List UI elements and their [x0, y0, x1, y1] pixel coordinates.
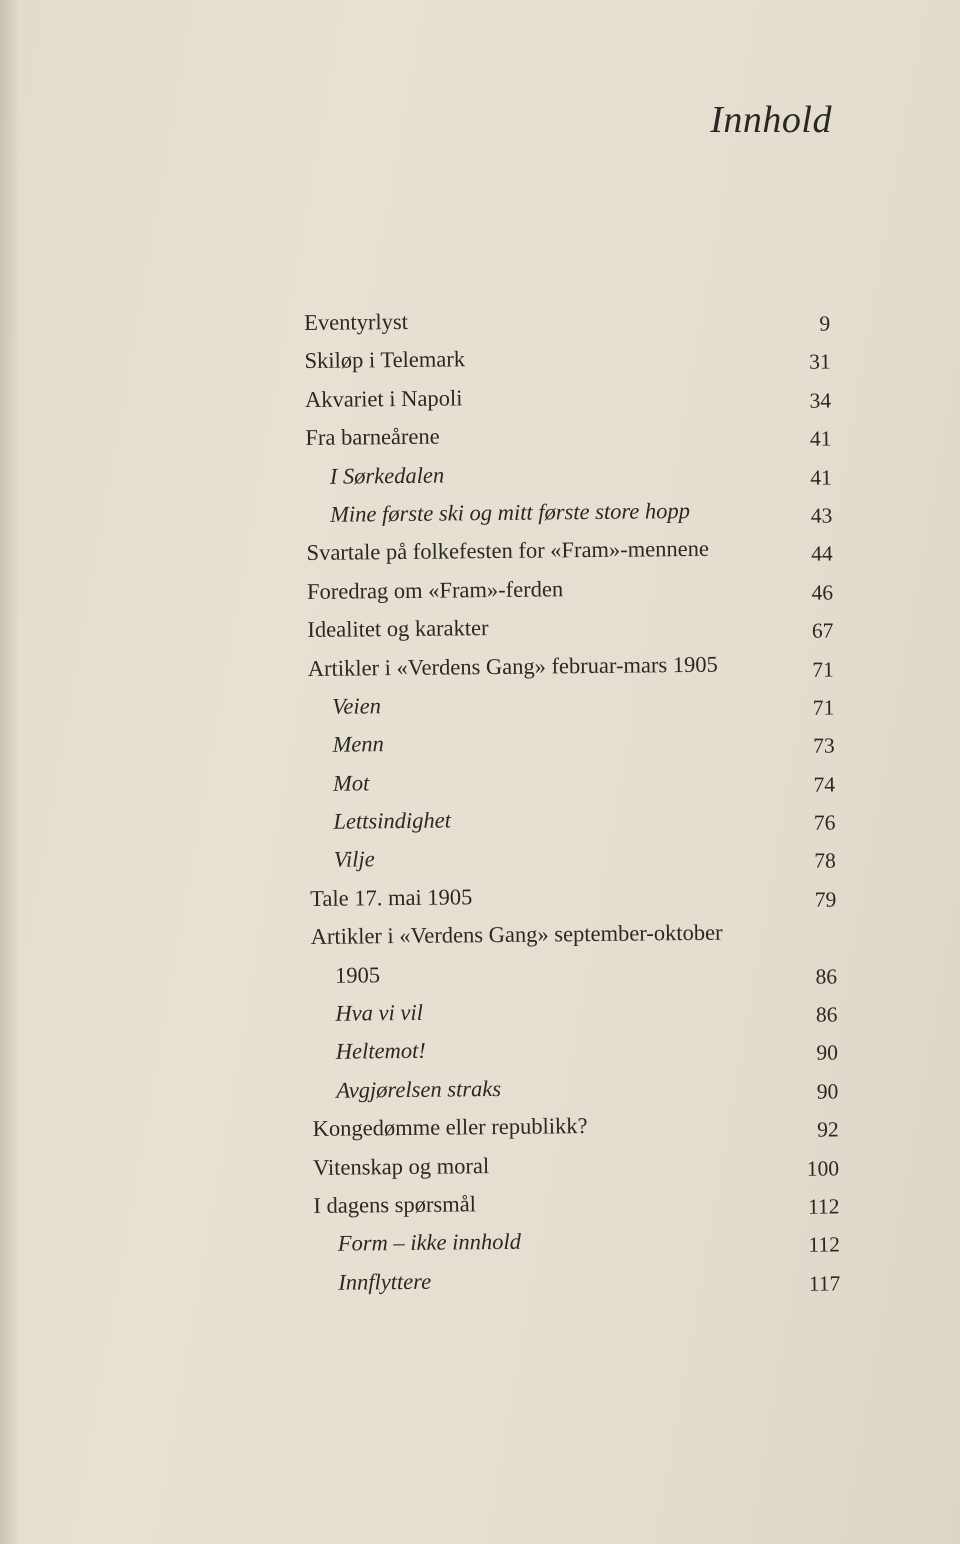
toc-entry	[304, 298, 836, 342]
toc-entry-page-number: 100	[806, 1156, 840, 1181]
toc-entry-page-number: 78	[814, 848, 836, 874]
toc-entry	[314, 1220, 846, 1264]
toc-entry-title: Akvariet i Napoli	[304, 385, 463, 412]
toc-entry	[308, 682, 840, 726]
page-title: Innhold	[710, 99, 832, 141]
toc-entry	[310, 836, 842, 880]
toc-entry	[307, 567, 839, 611]
toc-entry-title: Heltemot!	[335, 1038, 426, 1065]
toc-entry-title: Skiløp i Telemark	[304, 346, 466, 374]
toc-entry-title: Menn	[332, 731, 384, 758]
toc-entry	[305, 375, 837, 419]
toc-entry-title: Hva vi vil	[335, 999, 424, 1026]
toc-entry-title: I Sørkedalen	[329, 462, 445, 489]
toc-entry-title: Foredrag om «Fram»-ferden	[306, 576, 564, 604]
toc-entry-page-number: 90	[816, 1079, 839, 1104]
toc-entry	[308, 721, 840, 765]
toc-entry-page-number: 9	[819, 311, 831, 336]
toc-entry	[306, 490, 838, 534]
toc-entry-page-number: 79	[814, 887, 837, 912]
toc-entry-page-number: 41	[809, 426, 832, 451]
toc-entry-page-number: 92	[817, 1117, 839, 1142]
toc-entry-title: 1905	[334, 961, 381, 988]
toc-entry-page-number: 112	[808, 1232, 841, 1258]
toc-entry-title: Kongedømme eller republikk?	[312, 1113, 588, 1142]
toc-entry	[309, 759, 841, 803]
toc-entry-page-number: 74	[813, 772, 836, 797]
toc-entry-title: Mot	[332, 770, 370, 796]
table-of-contents	[304, 298, 846, 1302]
toc-entry-title: Form – ikke innhold	[337, 1229, 522, 1257]
toc-entry-page-number: 31	[809, 349, 831, 375]
toc-entry-title: Avgjørelsen straks	[336, 1075, 502, 1103]
toc-entry	[310, 874, 842, 918]
toc-entry-page-number: 86	[815, 1002, 838, 1027]
toc-entry-page-number: 71	[812, 656, 834, 682]
toc-entry-title: Fra barneårene	[305, 423, 440, 451]
toc-entry-title: Lettsindighet	[333, 807, 452, 834]
toc-entry	[311, 989, 843, 1033]
toc-entry	[308, 644, 840, 688]
toc-entry	[307, 606, 839, 650]
toc-entry	[309, 797, 841, 841]
toc-entry-title: Artikler i «Verdens Gang» februar-mars 1905	[307, 651, 718, 681]
toc-entry-title: Tale 17. mai 1905	[310, 884, 473, 911]
toc-entry	[312, 1028, 844, 1072]
toc-entry	[310, 913, 842, 957]
toc-entry-title: Artikler i «Verdens Gang» september-oktober	[310, 919, 723, 950]
toc-entry	[304, 337, 836, 381]
toc-entry-page-number: 90	[816, 1040, 838, 1066]
toc-entry-page-number: 71	[812, 695, 835, 720]
toc-entry-page-number: 73	[813, 733, 835, 758]
toc-entry-title: Svartale på folkefesten for «Fram»-mennene	[306, 536, 710, 566]
toc-entry-page-number: 41	[810, 465, 832, 490]
toc-entry-page-number: 44	[811, 541, 833, 567]
toc-entry-page-number: 43	[810, 503, 833, 528]
toc-entry	[313, 1181, 845, 1225]
toc-entry	[312, 1066, 844, 1110]
toc-entry-title: Veien	[332, 693, 382, 719]
toc-entry	[312, 1105, 844, 1149]
toc-entry	[305, 414, 837, 458]
toc-entry-page-number: 117	[808, 1271, 841, 1296]
toc-entry-page-number: 46	[811, 580, 834, 605]
toc-entry-page-number: 76	[813, 810, 836, 835]
toc-entry-title: Innflyttere	[338, 1268, 432, 1295]
toc-entry-title: Eventyrlyst	[304, 308, 409, 335]
toc-entry	[306, 529, 838, 573]
toc-entry-page-number: 86	[815, 964, 838, 989]
toc-entry-page-number: 34	[809, 388, 832, 413]
toc-entry-title: Mine første ski og mitt første store hopp	[330, 497, 691, 527]
toc-entry-page-number: 112	[807, 1194, 840, 1219]
toc-entry-title: Vitenskap og moral	[312, 1152, 490, 1180]
toc-entry	[306, 452, 838, 496]
toc-entry-title: Vilje	[333, 846, 375, 873]
toc-entry	[313, 1143, 845, 1187]
toc-entry	[311, 951, 843, 995]
toc-entry-title: Idealitet og karakter	[307, 615, 489, 643]
toc-entry-page-number: 67	[811, 618, 834, 643]
toc-entry-title: I dagens spørsmål	[313, 1191, 477, 1218]
toc-entry	[314, 1258, 846, 1302]
